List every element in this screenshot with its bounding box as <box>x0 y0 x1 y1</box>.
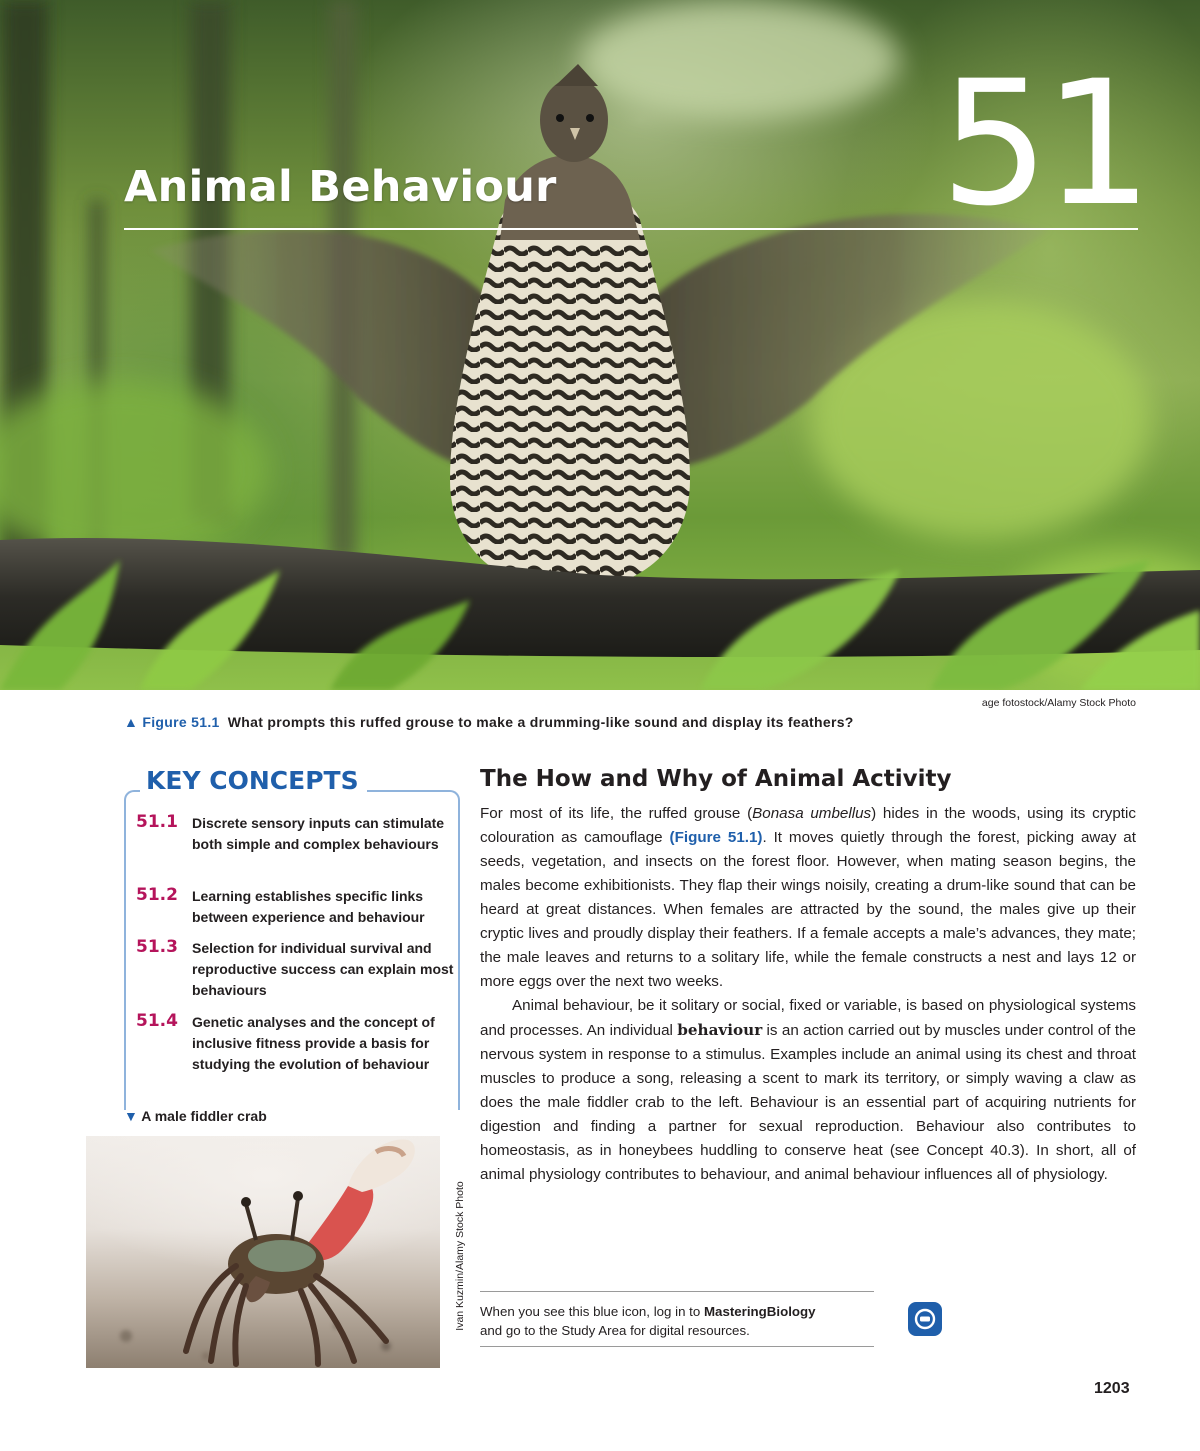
fiddler-crab-photo <box>86 1136 440 1368</box>
crab-caption-text: A male fiddler crab <box>141 1108 267 1124</box>
concept-number: 51.2 <box>136 885 178 905</box>
paragraph-1 <box>480 802 1136 994</box>
figure-caption <box>124 714 854 730</box>
down-arrow-icon: ▼ <box>124 1108 138 1124</box>
figure-caption-text: What prompts this ruffed grouse to make a drumming-like sound and display its feathers? <box>227 714 854 730</box>
digital-resource-icon <box>913 1307 937 1331</box>
p1-part-c: . It moves quietly through the forest, picking away at seeds, vegetation, and insects on the forest floor. However, when mating season begins, the males become exhibitionists. They flap their wings noisily, creating a drum-like sound that can be heard at great distances. When females are attracted by the sound, the males give up their cryptic lives and proudly display their feathers. If a female accepts a male’s advances, they mate; the male leaves and returns to a solitary life, while the female constructs a nest and lays 12 or more eggs over the next two weeks. <box>480 829 1136 990</box>
key-concepts-title: KEY CONCEPTS <box>140 766 367 795</box>
mastering-brand: MasteringBiology <box>703 1304 816 1319</box>
chapter-number: 51 <box>940 43 1147 244</box>
mastering-line2: and go to the Study Area for digital resources. <box>480 1323 750 1338</box>
p1-part-b: ) hides in the woods, using its cryptic colouration as camouflage <box>480 805 1136 846</box>
concept-text: Learning establishes specific links between experience and behaviour <box>192 888 425 925</box>
species-name: Bonasa umbellus <box>752 805 872 822</box>
hero-photo-credit: age fotostock/Alamy Stock Photo <box>981 697 1136 709</box>
crab-caption <box>124 1108 267 1124</box>
concept-number: 51.1 <box>136 812 178 832</box>
paragraph-2 <box>480 994 1136 1187</box>
body-text <box>480 802 1136 1187</box>
page-number: 1203 <box>1094 1380 1130 1397</box>
crab-photo-credit: Ivan Kuzmin/Alamy Stock Photo <box>454 1181 466 1331</box>
figure-reference-link[interactable]: (Figure 51.1) <box>669 829 763 846</box>
p2-part-b: is an action carried out by muscles under control of the nervous system in response to a stimulus. Examples include an animal using its chest and throat muscles to produce a song, releasing a scent to mark its territory, or simply waving a claw as does the male fiddler crab to the left. Behaviour is an essential part of acquiring nutrients for digestion and finding a partner for sexual reproduction. Behaviour also contributes to homeostasis, as in honeybees huddling to conserve heat (see Concept 40.3). In short, all of animal physiology contributes to behaviour, and animal behaviour influences all of physiology. <box>480 1022 1136 1183</box>
mastering-biology-box <box>480 1291 874 1347</box>
concept-text: Discrete sensory inputs can stimulate both simple and complex behaviours <box>192 815 445 852</box>
concept-text: Genetic analyses and the concept of inclusive fitness provide a basis for studying the evolution of behaviour <box>192 1014 435 1072</box>
hero-photo <box>0 0 1200 690</box>
mastering-biology-icon[interactable] <box>908 1302 942 1336</box>
concept-number: 51.4 <box>136 1011 178 1031</box>
key-term: behaviour <box>677 1021 763 1039</box>
mastering-line1: When you see this blue icon, log in to <box>480 1304 704 1319</box>
mastering-biology-text <box>480 1302 816 1340</box>
p1-part-a: For most of its life, the ruffed grouse ( <box>480 805 753 822</box>
p2-part-a: Animal behaviour, be it solitary or social, fixed or variable, is based on physiological systems and processes. An individual <box>480 997 1136 1039</box>
fiddler-crab-illustration <box>86 1136 440 1368</box>
chapter-title: Animal Behaviour <box>124 162 557 212</box>
concept-text: Selection for individual survival and reproductive success can explain most behaviours <box>192 940 454 998</box>
figure-label: Figure 51.1 <box>142 714 220 730</box>
section-heading: The How and Why of Animal Activity <box>480 766 952 792</box>
concept-number: 51.3 <box>136 937 178 957</box>
up-arrow-icon: ▲ <box>124 714 139 730</box>
